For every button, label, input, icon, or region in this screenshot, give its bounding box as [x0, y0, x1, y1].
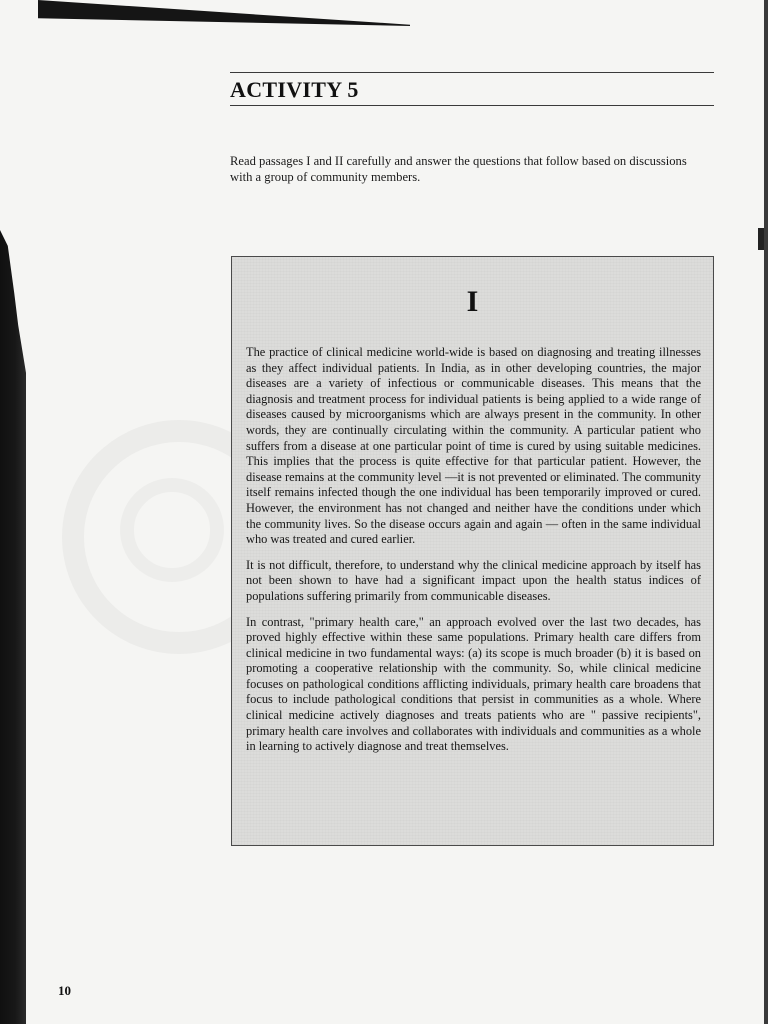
scan-shadow-top [38, 0, 410, 26]
page-number: 10 [58, 983, 71, 998]
passage-box [231, 256, 714, 846]
scan-shadow-right [764, 0, 768, 1024]
passage-numeral: I [466, 285, 479, 318]
activity-heading: ACTIVITY 5 [230, 77, 359, 102]
passage-paragraph: It is not difficult, therefore, to understand why the clinical medicine approach by itself has not been shown to have had a significant impact upon the health status indices of populations suffering primarily from communicable diseases. [246, 557, 701, 603]
heading-rule-top [230, 72, 714, 73]
scan-shadow-left [0, 230, 26, 1024]
passage-body [246, 345, 701, 765]
passage-paragraph: The practice of clinical medicine world-wide is based on diagnosing and treating illnesses as they affect individual patients. In India, as in other developing countries, the major diseases are a variety of infectious or communicable diseases. This means that the diagnosis and treatment process for individual patients is being applied to a wide range of diseases caused by microorganisms which are always present in the community. In other words, they are continually circulating within the community. A particular patient who suffers from a disease at one particular point of time is cured by using suitable medicines. This implies that the process is quite effective for that particular patient. However, the disease remains at the community level —it is not prevented or eliminated. The community itself remains infected though the one individual has been temporarily improved or cured. However, the environment has not changed and neither have the conditions under which the community lives. So the disease occurs again and again — often in the same individual who was treated and cured earlier. [246, 345, 701, 547]
heading-rule-bottom [230, 105, 714, 106]
scan-mark-right [758, 228, 764, 250]
instructions-text: Read passages I and II carefully and answer the questions that follow based on discussions with a group of community members. [230, 154, 687, 184]
passage-paragraph: In contrast, "primary health care," an approach evolved over the last two decades, has proved highly effective within these same populations. Primary health care differs from clinical medicine in two fundamental ways: (a) its scope is much broader (b) it is based on promoting a cooperative relationship with the community. So, while clinical medicine focuses on pathological conditions afflicting individuals, primary health care broadens that focus to include pathological conditions that persist in communities as a whole. Where clinical medicine actively diagnoses and treats patients who are " passive recipients", primary health care involves and collaborates with individuals and communities as a whole in learning to actively diagnose and treat themselves. [246, 614, 701, 754]
watermark-logo-inner [120, 478, 224, 582]
